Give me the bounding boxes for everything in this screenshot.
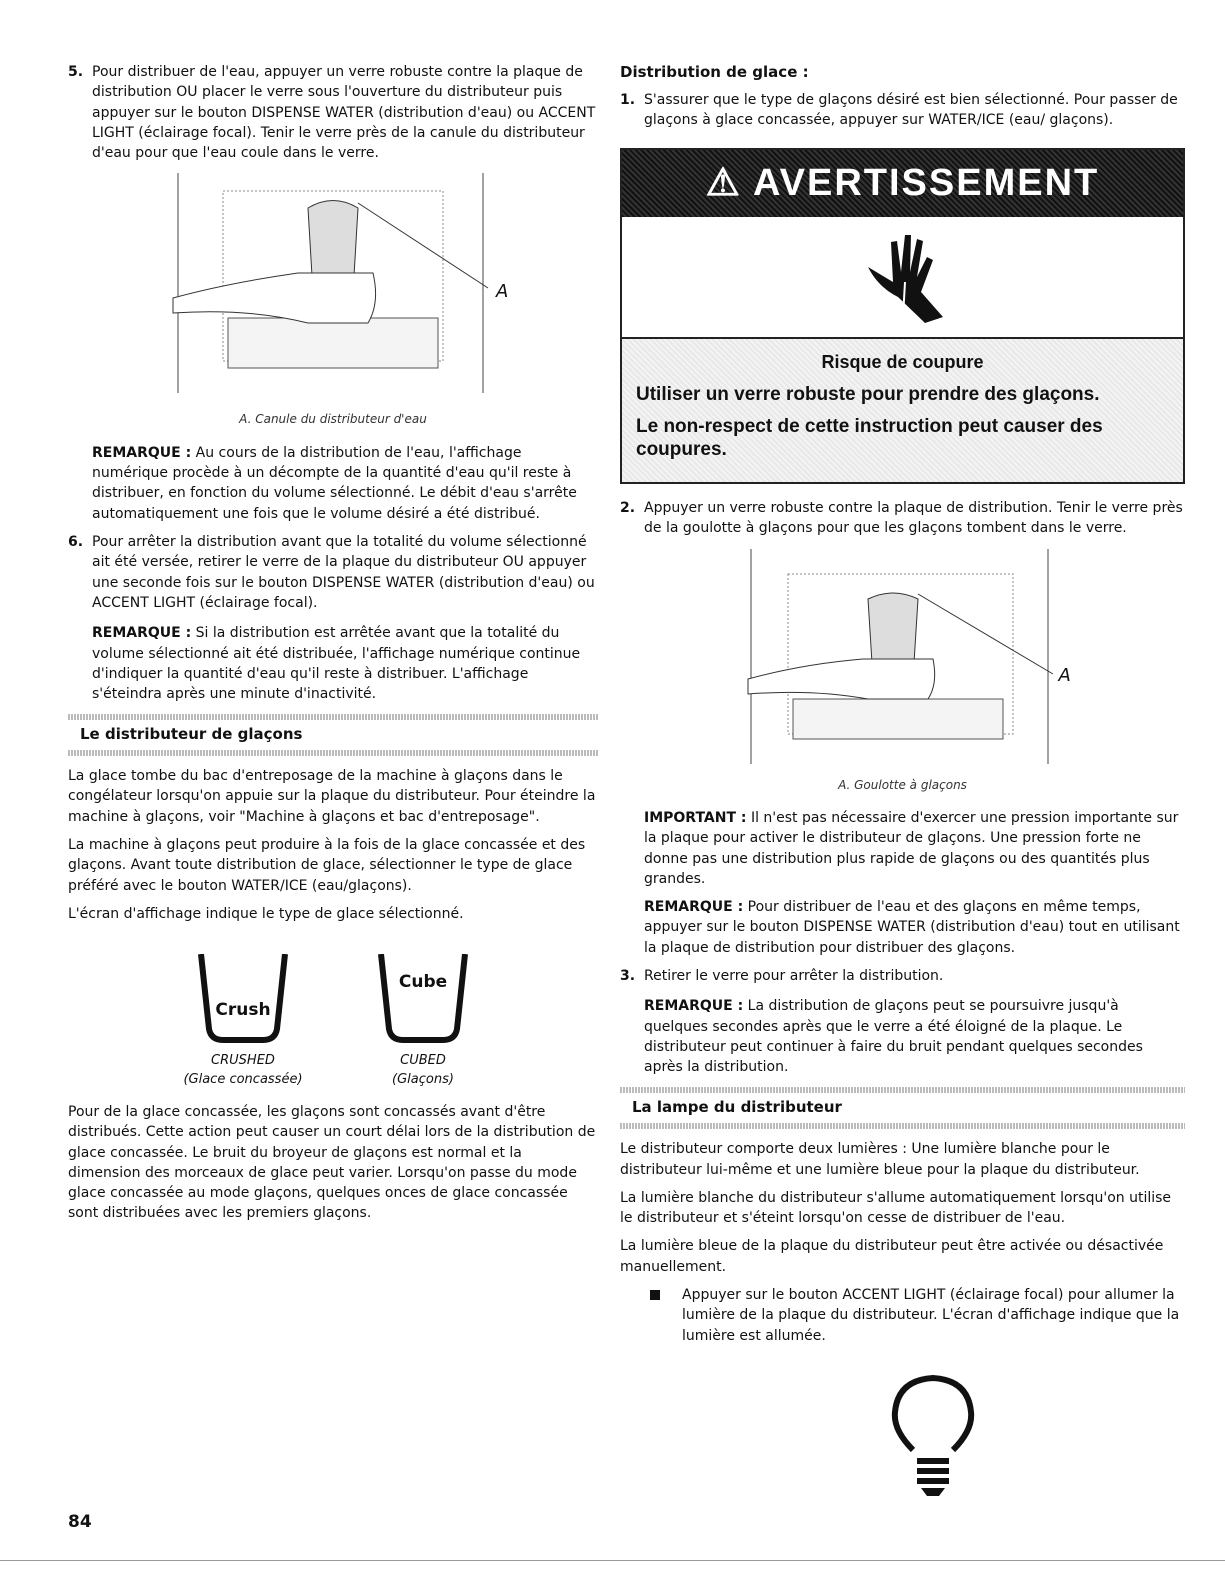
note-lead: REMARQUE :: [92, 625, 192, 642]
bullet-square-icon: [650, 1290, 660, 1300]
step-2: [620, 498, 1185, 539]
bullet-item: [650, 1285, 1185, 1346]
section-heading: [68, 714, 598, 756]
left-column: [68, 62, 598, 1232]
step-1: [620, 90, 1185, 131]
figure-label: A: [496, 281, 509, 303]
paragraph: La glace tombe du bac d'entreposage de la machine à glaçons dans le congélateur lorsqu'on appuie sur la plaque du distributeur. Pour éteindre la machine à glaçons, voir "Machine à glaçons et bac d'entreposage".: [68, 768, 596, 825]
important-note: [644, 808, 1185, 889]
step-number: 2.: [620, 499, 636, 516]
warning-header: [622, 150, 1183, 217]
icon-caption: CUBED: [400, 1053, 446, 1069]
warning-box: [620, 148, 1185, 484]
crush-label: Crush: [215, 1000, 271, 1021]
step-6: [68, 532, 598, 613]
bottom-rule: [0, 1560, 1225, 1561]
step-text: Pour arrêter la distribution avant que la totalité du volume sélectionné ait été versée, retirer le verre de la plaque du distributeur OU appuyer une seconde fois sur le bouton DISPENSE WATER (distribution d'eau) ou ACCENT LIGHT (éclairage focal).: [92, 534, 595, 611]
step-5: [68, 62, 598, 163]
crushed-icon-group: [178, 954, 308, 1090]
warning-body: [622, 339, 1183, 481]
water-glass-illustration: [168, 173, 498, 403]
note-4: [644, 996, 1185, 1077]
cup-crush-icon: [195, 954, 291, 1044]
note-text: Si la distribution est arrêtée avant que la totalité du volume sélectionné ait été distribuée, l'affichage numérique continue d'indiquer la quantité d'eau qu'il reste à distribuer. L'affichage s'éteindra après une minute d'inactivité.: [92, 625, 581, 703]
ice-type-icons: [68, 954, 598, 1090]
light-bulb-icon: [680, 1370, 1185, 1500]
step-text: S'assurer que le type de glaçons désiré est bien sélectionné. Pour passer de glaçons à glace concassée, appuyer sur WATER/ICE (eau/ glaçons).: [644, 91, 1178, 129]
bullet-text: Appuyer sur le bouton ACCENT LIGHT (éclairage focal) pour allumer la lumière de la plaque du distributeur. L'écran d'affichage indique que la lumière est allumée.: [682, 1287, 1180, 1344]
note-lead: IMPORTANT :: [644, 809, 747, 826]
paragraph: L'écran d'affichage indique le type de glace sélectionné.: [68, 905, 464, 922]
section-title: Le distributeur de glaçons: [80, 725, 303, 744]
step-3: [620, 966, 1185, 986]
icon-caption: CRUSHED: [211, 1053, 275, 1069]
note-text: Il n'est pas nécessaire d'exercer une pression importante sur la plaque pour activer le distributeur de glaçons. Une pression forte ne donne pas une distribution plus rapide de glaçons ou des quantités plus grandes.: [644, 809, 1179, 887]
section-rule: [68, 750, 598, 756]
cup-cube-icon: [375, 954, 471, 1044]
warning-title: AVERTISSEMENT: [753, 162, 1100, 205]
step-text: Pour distribuer de l'eau, appuyer un verre robuste contre la plaque de distribution OU placer le verre sous l'ouverture du distributeur puis appuyer sur le bouton DISPENSE WATER (distribution d'eau) ou ACCENT LIGHT (éclairage focal). Tenir le verre près de la canule du distributeur d'eau pour que l'eau coule dans le verre.: [92, 64, 596, 162]
note-lead: REMARQUE :: [644, 998, 744, 1015]
figure-caption: A. Goulotte à glaçons: [838, 777, 967, 792]
icon-caption: (Glaçons): [392, 1072, 454, 1088]
figure-caption: A. Canule du distributeur d'eau: [239, 412, 427, 427]
water-dispenser-figure: [168, 173, 509, 403]
note-text: La distribution de glaçons peut se poursuivre jusqu'à quelques secondes après que le verre a été éloigné de la plaque. Le distributeur peut continuer à faire du bruit pendant quelques secondes après la distribution.: [644, 998, 1143, 1076]
step-text: Retirer le verre pour arrêter la distribution.: [644, 967, 944, 984]
paragraph: Pour de la glace concassée, les glaçons sont concassés avant d'être distribués. Cette action peut causer un court délai lors de la distribution de glace concassée. Le bruit du broyeur de glaçons est normal et la dimension des morceaux de glace peut varier. Lorsqu'on passe du mode glace concassée au mode glaçons, quelques onces de glace concassée sont distribuées avec les premiers glaçons.: [68, 1103, 596, 1222]
note-3: [644, 897, 1185, 958]
section-title: La lampe du distributeur: [632, 1098, 842, 1117]
step-number: 1.: [620, 91, 636, 108]
section-rule: [620, 1123, 1185, 1129]
note-text: Pour distribuer de l'eau et des glaçons en même temps, appuyer sur le bouton DISPENSE WATER (distribution d'eau) tout en utilisant la plaque de distribution pour distribuer des glaçons.: [644, 899, 1180, 956]
note-1: [92, 443, 598, 524]
cut-hazard-icon: [622, 217, 1183, 339]
note-lead: REMARQUE :: [644, 899, 744, 916]
step-number: 5.: [68, 64, 84, 80]
ice-dispenser-figure: [743, 549, 1071, 769]
subheading: Distribution de glace :: [620, 63, 809, 81]
icon-caption: (Glace concassée): [183, 1072, 303, 1088]
section-heading: [620, 1087, 1185, 1129]
cubed-icon-group: [358, 954, 488, 1090]
note-text: Au cours de la distribution de l'eau, l'affichage numérique procède à un décompte de la quantité d'eau qu'il reste à distribuer, en fonction du volume sélectionné. Le débit d'eau s'arrête automatiquement une fois que le volume désiré a été distribué.: [92, 444, 577, 522]
paragraph: Le distributeur comporte deux lumières : Une lumière blanche pour le distributeur lui-même et une lumière bleue pour la plaque du distributeur.: [620, 1141, 1140, 1178]
figure-label: A: [1058, 664, 1071, 686]
cube-label: Cube: [398, 972, 448, 993]
step-number: 3.: [620, 967, 636, 984]
warning-line: Utiliser un verre robuste pour prendre des glaçons.: [636, 383, 1100, 405]
step-text: Appuyer un verre robuste contre la plaque de distribution. Tenir le verre près de la goulotte à glaçons pour que les glaçons tombent dans le verre.: [644, 499, 1183, 537]
warning-line: Le non-respect de cette instruction peut causer des coupures.: [636, 416, 1103, 461]
right-column: [620, 62, 1185, 1500]
step-number: 6.: [68, 534, 84, 551]
warning-triangle-icon: ⚠: [705, 162, 742, 205]
paragraph: La lumière blanche du distributeur s'allume automatiquement lorsqu'on utilise le distributeur et s'éteint lorsqu'on cesse de distribuer de l'eau.: [620, 1189, 1172, 1227]
warning-risk: Risque de coupure: [821, 352, 984, 373]
note-2: [92, 623, 598, 704]
ice-glass-illustration: [743, 549, 1063, 769]
note-lead: REMARQUE :: [92, 444, 192, 461]
page-number: 84: [68, 1512, 92, 1532]
paragraph: La machine à glaçons peut produire à la fois de la glace concassée et des glaçons. Avant toute distribution de glace, sélectionner le type de glace préféré avec le bouton WATER/ICE (eau/glaçons).: [68, 837, 586, 894]
paragraph: La lumière bleue de la plaque du distributeur peut être activée ou désactivée manuellement.: [620, 1238, 1164, 1275]
